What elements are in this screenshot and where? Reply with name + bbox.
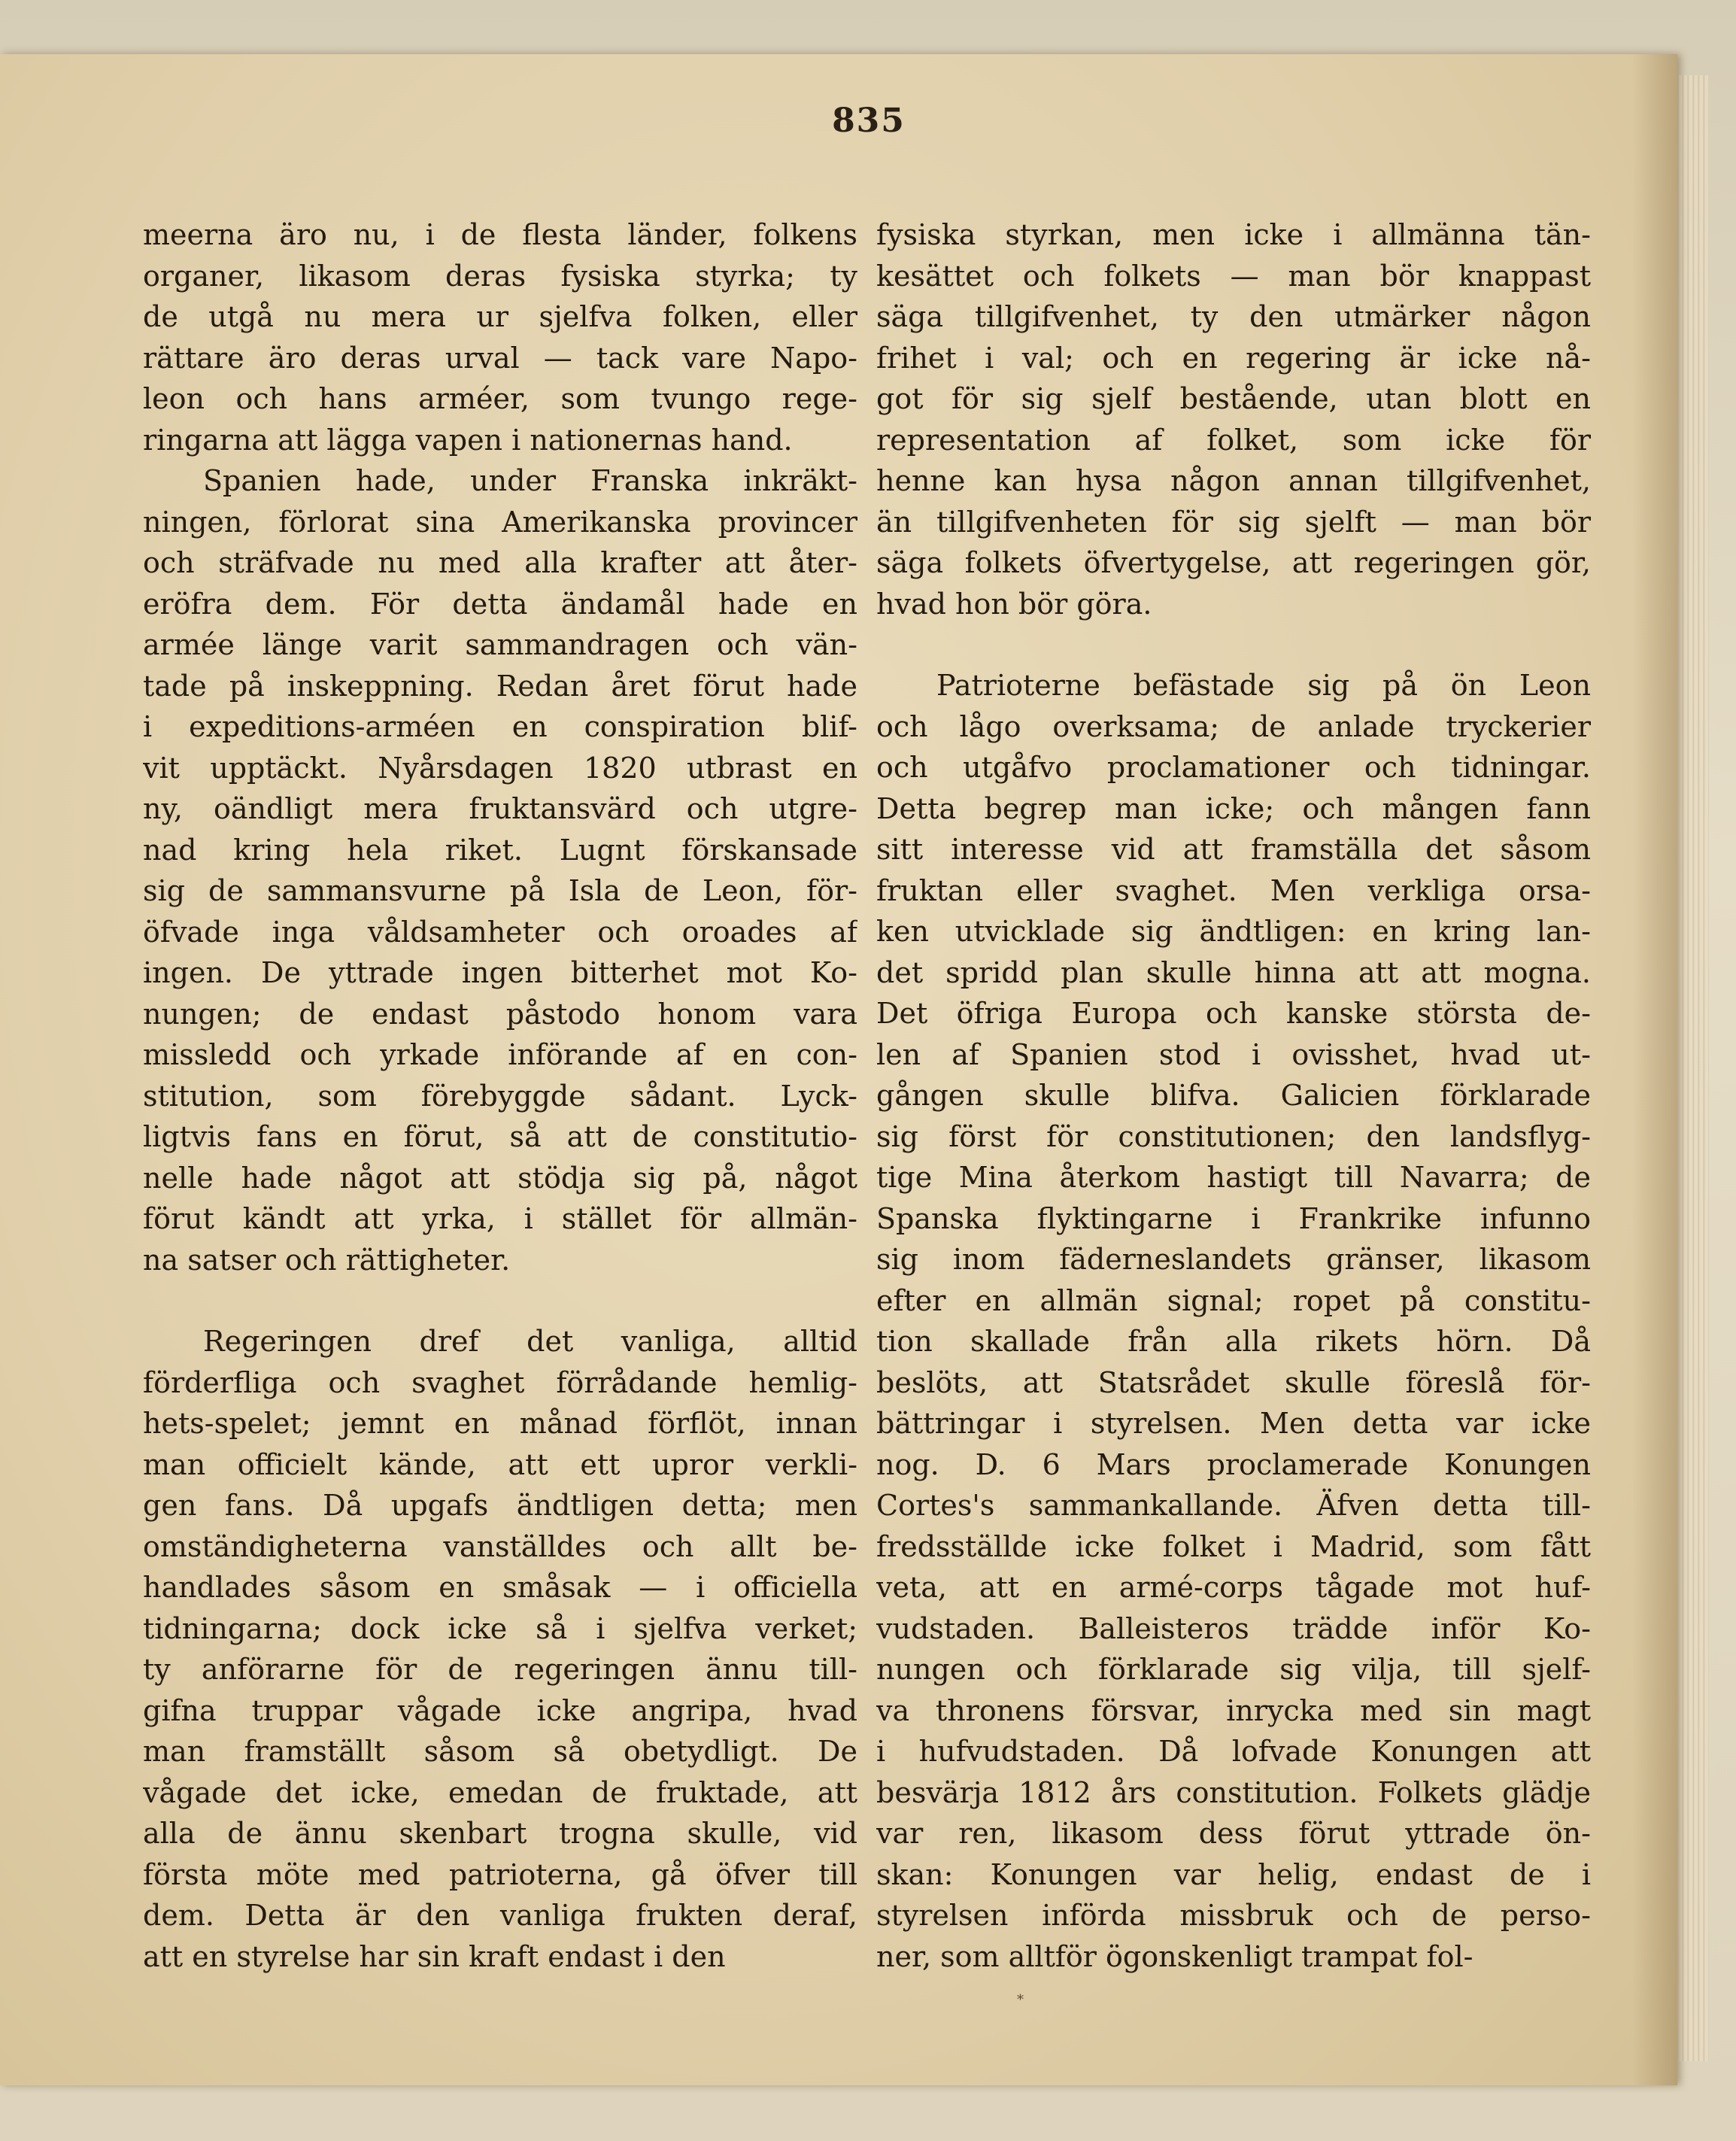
text-line: man framställt såsom så obetydligt. De — [143, 1735, 857, 1768]
text-line: nog. D. 6 Mars proclamerade Konungen — [876, 1447, 1591, 1481]
right-paragraph-1 — [876, 214, 1591, 624]
text-line: sig de sammansvurne på Isla de Leon, för- — [143, 874, 857, 907]
text-line: första möte med patrioterna, gå öfver till — [143, 1857, 857, 1891]
text-line: sitt interesse vid att framställa det såsom — [876, 833, 1591, 866]
text-line: och lågo overksama; de anlade tryckerier — [876, 709, 1591, 743]
page-stack-edge — [1679, 75, 1709, 2061]
text-line: skan: Konungen var helig, endast de i — [876, 1857, 1591, 1891]
printer-mark: * — [1017, 1992, 1024, 2008]
text-line: eröfra dem. För detta ändamål hade en — [143, 587, 857, 621]
text-line: sig först för constitutionen; den landsflyg- — [876, 1119, 1591, 1153]
text-line: säga folkets öfvertygelse, att regeringen gör, — [876, 546, 1591, 579]
text-line: missledd och yrkade införande af en con- — [143, 1038, 857, 1071]
text-line: ken utvicklade sig ändtligen: en kring lan- — [876, 915, 1591, 948]
text-line: sig inom fäderneslandets gränser, likasom — [876, 1243, 1591, 1276]
right-column — [876, 214, 1591, 1977]
text-line: stitution, som förebyggde sådant. Lyck- — [143, 1079, 857, 1113]
text-line: Detta begrep man icke; och mången fann — [876, 791, 1591, 825]
text-line: len af Spanien stod i ovisshet, hvad ut- — [876, 1037, 1591, 1071]
text-line: ringarna att lägga vapen i nationernas hand. — [143, 423, 793, 457]
text-line: än tillgifvenheten för sig sjelft — man bör — [876, 505, 1591, 539]
text-line: efter en allmän signal; ropet på constitu- — [876, 1283, 1591, 1317]
text-line: Det öfriga Europa och kanske största de- — [876, 997, 1591, 1030]
text-line: meerna äro nu, i de flesta länder, folkens — [143, 218, 857, 251]
text-line: ligtvis fans en förut, så att de constitutio- — [143, 1120, 857, 1153]
text-line: veta, att en armé-corps tågade mot huf- — [876, 1571, 1591, 1604]
text-line: öfvade inga våldsamheter och oroades af — [143, 915, 857, 949]
text-line: handlades såsom en småsak — i officiella — [143, 1571, 857, 1604]
text-line: beslöts, att Statsrådet skulle föreslå för- — [876, 1365, 1591, 1399]
text-line: dem. Detta är den vanliga frukten deraf, — [143, 1899, 857, 1932]
text-line: organer, likasom deras fysiska styrka; ty — [143, 259, 857, 293]
text-line: frihet i val; och en regering är icke nå- — [876, 341, 1591, 375]
text-line: omständigheterna vanställdes och allt be- — [143, 1529, 857, 1563]
text-line: armée länge varit sammandragen och vän- — [143, 628, 857, 661]
text-line: säga tillgifvenhet, ty den utmärker någon — [876, 300, 1591, 333]
text-line: Regeringen dref det vanliga, alltid — [203, 1325, 857, 1358]
text-line: och sträfvade nu med alla krafter att åter- — [143, 546, 857, 579]
text-line: representation af folket, som icke för — [876, 423, 1591, 457]
text-line: i expeditions-arméen en conspiration blif- — [143, 710, 857, 743]
text-line: ner, som alltför ögonskenligt trampat fol- — [876, 1939, 1473, 1973]
left-column — [143, 214, 857, 1977]
text-line: hvad hon bör göra. — [876, 587, 1152, 621]
text-line: tade på inskeppning. Redan året förut hade — [143, 669, 857, 703]
text-line: gifna truppar vågade icke angripa, hvad — [143, 1693, 857, 1727]
text-line: leon och hans arméer, som tvungo rege- — [143, 382, 857, 415]
paragraph-gap — [876, 624, 1591, 665]
text-line: tidningarna; dock icke så i sjelfva verket; — [143, 1611, 857, 1645]
text-line: fysiska styrkan, men icke i allmänna tän- — [876, 218, 1591, 251]
text-line: nelle hade något att stödja sig på, något — [143, 1161, 857, 1195]
text-line: kesättet och folkets — man bör knappast — [876, 259, 1591, 293]
text-line: besvärja 1812 års constitution. Folkets glädje — [876, 1775, 1591, 1809]
text-line: ingen. De yttrade ingen bitterhet mot Ko- — [143, 956, 857, 989]
left-paragraph-1 — [143, 214, 857, 460]
text-line: henne kan hysa någon annan tillgifvenhet, — [876, 464, 1591, 497]
text-line: Cortes's sammankallande. Äfven detta till- — [876, 1489, 1591, 1522]
text-line: ny, oändligt mera fruktansvärd och utgre- — [143, 792, 857, 825]
text-line: gen fans. Då upgafs ändtligen detta; men — [143, 1489, 857, 1522]
text-line: förderfliga och svaghet förrådande hemlig- — [143, 1365, 857, 1399]
text-line: vudstaden. Balleisteros trädde inför Ko- — [876, 1611, 1591, 1645]
left-paragraph-3 — [143, 1321, 857, 1977]
text-line: var ren, likasom dess förut yttrade ön- — [876, 1817, 1591, 1850]
text-line: vågade det icke, emedan de fruktade, att — [143, 1775, 857, 1809]
text-line: det spridd plan skulle hinna att att mogna. — [876, 955, 1591, 989]
left-paragraph-2 — [143, 460, 857, 1280]
text-line: och utgåfvo proclamationer och tidningar. — [876, 751, 1591, 784]
text-line: tion skallade från alla rikets hörn. Då — [876, 1325, 1591, 1358]
text-line: got för sig sjelf bestående, utan blott en — [876, 382, 1591, 415]
text-line: nad kring hela riket. Lugnt förskansade — [143, 833, 857, 867]
text-line: de utgå nu mera ur sjelfva folken, eller — [143, 300, 857, 333]
right-paragraph-2 — [876, 665, 1591, 1977]
text-line: na satser och rättigheter. — [143, 1243, 511, 1277]
text-line: ty anförarne för de regeringen ännu till- — [143, 1653, 857, 1686]
text-line: förut kändt att yrka, i stället för allmän- — [143, 1202, 857, 1235]
text-line: att en styrelse har sin kraft endast i den — [143, 1939, 726, 1973]
text-line: rättare äro deras urval — tack vare Napo- — [143, 341, 857, 375]
text-line: fruktan eller svaghet. Men verkliga orsa- — [876, 873, 1591, 907]
text-line: tige Mina återkom hastigt till Navarra; de — [876, 1161, 1591, 1194]
text-line: hets-spelet; jemnt en månad förflöt, innan — [143, 1407, 857, 1440]
text-line: i hufvudstaden. Då lofvade Konungen att — [876, 1735, 1591, 1768]
text-line: fredsställde icke folket i Madrid, som fått — [876, 1529, 1591, 1563]
text-line: alla de ännu skenbart trogna skulle, vid — [143, 1817, 857, 1850]
text-line: Patrioterne befästade sig på ön Leon — [936, 669, 1591, 702]
text-line: ningen, förlorat sina Amerikanska provincer — [143, 505, 857, 539]
text-line: va thronens försvar, inrycka med sin magt — [876, 1693, 1591, 1727]
text-line: nungen; de endast påstodo honom vara — [143, 997, 857, 1031]
text-line: man officielt kände, att ett upror verkli- — [143, 1447, 857, 1481]
paragraph-gap — [143, 1280, 857, 1321]
text-line: Spanien hade, under Franska inkräkt- — [203, 464, 857, 497]
page-number: 835 — [832, 102, 906, 140]
text-line: gången skulle blifva. Galicien förklarade — [876, 1079, 1591, 1112]
text-line: Spanska flyktingarne i Frankrike infunno — [876, 1201, 1591, 1235]
text-line: styrelsen införda missbruk och de perso- — [876, 1899, 1591, 1932]
text-line: nungen och förklarade sig vilja, till sjelf- — [876, 1653, 1591, 1686]
gutter-shadow — [1632, 54, 1677, 2085]
text-line: vit upptäckt. Nyårsdagen 1820 utbrast en — [143, 751, 857, 785]
text-line: bättringar i styrelsen. Men detta var icke — [876, 1407, 1591, 1440]
